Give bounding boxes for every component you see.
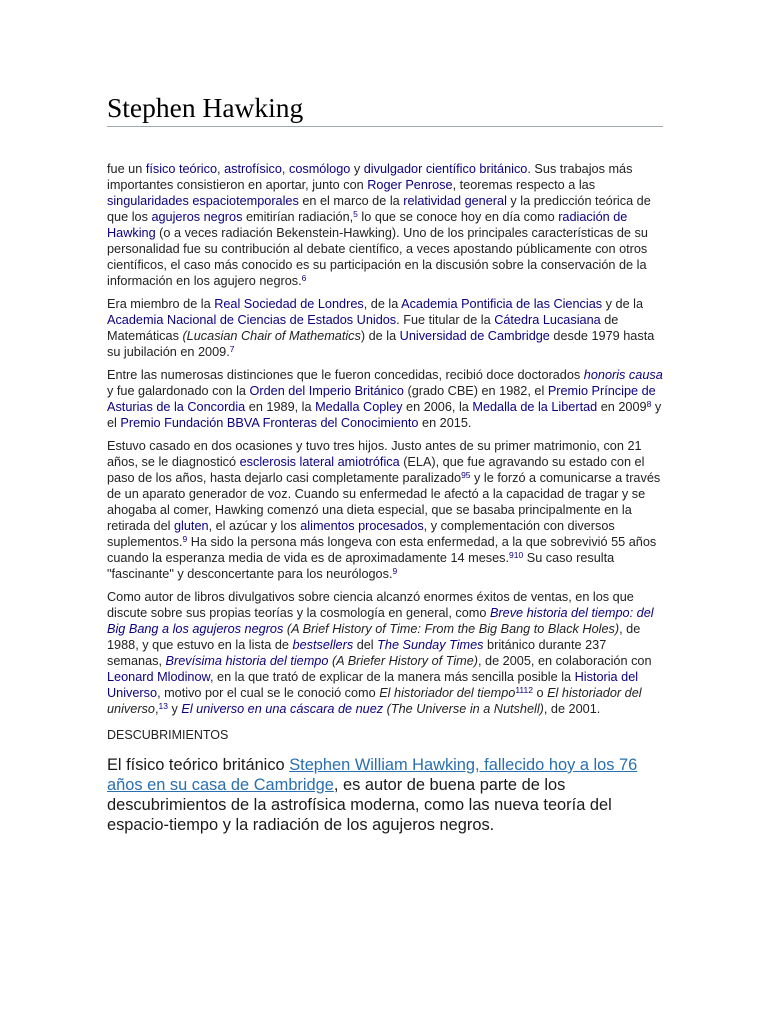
wiki-link[interactable]: astrofísico [224, 162, 282, 176]
paragraph-memberships: Era miembro de la Real Sociedad de Londres, de la Academia Pontificia de las Ciencias y de la Academia Nacional de Ciencias de Estados Unidos. Fue titular de la Cátedra Lucasiana de Matemáticas (Lucasian Chair of Mathematics) de la Universidad de Cambridge desde 1979 hasta su jubilación en 2009.$^7$ [107, 297, 655, 359]
wiki-link[interactable]: Medalla Copley [315, 400, 403, 414]
italic-text: El historiador del tiempo [379, 686, 516, 700]
wiki-link[interactable]: Orden del Imperio Británico [249, 384, 404, 398]
wiki-link[interactable]: honoris causa [583, 368, 663, 382]
citation-ref[interactable]: 9 [182, 534, 188, 544]
wiki-link[interactable]: Historia del Universo [107, 670, 639, 700]
wiki-link[interactable]: esclerosis lateral amiotrófica [239, 455, 400, 469]
wiki-link[interactable]: singularidades espaciotemporales [107, 194, 299, 208]
wiki-link[interactable]: gluten [174, 519, 209, 533]
wiki-link[interactable]: Real Sociedad de Londres [214, 297, 364, 311]
wiki-link[interactable]: Academia Nacional de Ciencias de Estados Unidos [107, 313, 397, 327]
citation-ref[interactable]: 8 [646, 399, 652, 409]
wiki-link[interactable]: Cátedra Lucasiana [494, 313, 601, 327]
wiki-link[interactable]: Premio Príncipe de Asturias de la Concordia [107, 384, 656, 414]
italic-text: (The Universe in a Nutshell) [383, 702, 544, 716]
paragraph-illness: Estuvo casado en dos ocasiones y tuvo tres hijos. Justo antes de su primer matrimonio, con 21 años, se le diagnosticó esclerosis lateral amiotrófica (ELA), que fue agravando su estado con el paso de los años, hasta dejarlo casi completamente paralizado$^{95}$ y le forzó a comunicarse a través de un aparato generador de voz. Cuando su enfermedad le afectó a la capacidad de tragar y se ahogaba al comer, Hawking comenzó una dieta especial, que se basaba principalmente en la retirada del gluten, el azúcar y los alimentos procesados, y complementación con diversos suplementos.$^9$ Ha sido la persona más longeva con esta enfermedad, a la que sobrevivió 55 años cuando la esperanza media de vida es de aproximadamente 14 meses.$^{910}$ Su caso resulta "fascinante" y desconcertante para los neurólogos.$^9$ [107, 439, 661, 581]
wiki-link[interactable]: Breve historia del tiempo: del Big Bang a los agujeros negros [107, 606, 654, 636]
paragraph-intro: fue un físico teórico, astrofísico, cosmólogo y divulgador científico británico. Sus trabajos más importantes consistieron en aportar, junto con Roger Penrose, teoremas respecto a las singularidades espaciotemporales en el marco de la relatividad general y la predicción teórica de que los agujeros negros emitirían radiación,$^5$ lo que se conoce hoy en día como radiación de Hawking (o a veces radiación Bekenstein-Hawking). Uno de los principales características de su personalidad fue su contribución al debate científico, a veces apostando públicamente con otros científicos, el caso más conocido es su participación en la discusión sobre la conservación de la información en los agujero negros.$^6$ [107, 162, 651, 288]
wiki-link[interactable]: Stephen William Hawking, fallecido hoy a los 76 años en su casa de Cambridge [107, 756, 638, 794]
italic-text: (A Brief History of Time: From the Big Bang to Black Holes) [283, 622, 620, 636]
italic-text: El historiador del universo [107, 686, 642, 716]
wiki-link[interactable]: Premio Fundación BBVA Fronteras del Conocimiento [120, 416, 419, 430]
citation-ref[interactable]: 13 [158, 701, 168, 711]
wiki-link[interactable]: Medalla de la Libertad [472, 400, 598, 414]
article [107, 92, 663, 835]
citation-ref[interactable]: 6 [301, 273, 307, 283]
wiki-link[interactable]: Universidad de Cambridge [399, 329, 550, 343]
citation-ref[interactable]: 95 [461, 470, 471, 480]
wiki-link[interactable]: Leonard Mlodinow [107, 670, 210, 684]
section-heading: DESCUBRIMIENTOS [107, 728, 229, 742]
paragraph-awards: Entre las numerosas distinciones que le fueron concedidas, recibió doce doctorados honoris causa y fue galardonado con la Orden del Imperio Británico (grado CBE) en 1982, el Premio Príncipe de Asturias de la Concordia en 1989, la Medalla Copley en 2006, la Medalla de la Libertad en 2009$^8$ y el Premio Fundación BBVA Fronteras del Conocimiento en 2015. [107, 368, 663, 430]
citation-ref[interactable]: 910 [509, 550, 524, 560]
wiki-link[interactable]: alimentos procesados [300, 519, 424, 533]
wiki-link[interactable]: relatividad general [403, 194, 507, 208]
wiki-link[interactable]: divulgador científico británico [363, 162, 528, 176]
citation-ref[interactable]: 5 [353, 209, 358, 219]
wiki-link[interactable]: radiación de Hawking [107, 210, 628, 240]
paragraph-books: Como autor de libros divulgativos sobre ciencia alcanzó enormes éxitos de ventas, en los que discute sobre sus propias teorías y la cosmología en general, como Breve historia del tiempo: del Big Bang a los agujeros negros (A Brief History of Time: From the Big Bang to Black Holes), de 1988, y que estuvo en la lista de bestsellers del The Sunday Times británico durante 237 semanas, Brevísima historia del tiempo (A Briefer History of Time), de 2005, en colaboración con Leonard Mlodinow, en la que trató de explicar de la manera más sencilla posible la Historia del Universo, motivo por el cual se le conoció como El historiador del tiempo$^{1112}$ o El historiador del universo,$^{13}$ y El universo en una cáscara de nuez (The Universe in a Nutshell), de 2001. [107, 590, 654, 716]
citation-ref[interactable]: 9 [392, 566, 398, 576]
wiki-link[interactable]: agujeros negros [151, 210, 243, 224]
italic-text: (Lucasian Chair of Mathematics [182, 329, 361, 343]
paragraph-discoveries: El físico teórico británico Stephen William Hawking, fallecido hoy a los 76 años en su casa de Cambridge, es autor de buena parte de los descubrimientos de la astrofísica moderna, como las nueva teoría del espacio-tiempo y la radiación de los agujeros negros. [107, 756, 638, 834]
wiki-link[interactable]: físico teórico [145, 162, 218, 176]
page-title: Stephen Hawking [107, 92, 663, 127]
wiki-link[interactable]: Roger Penrose [367, 178, 453, 192]
wiki-link[interactable]: Academia Pontificia de las Ciencias [401, 297, 603, 311]
wiki-link[interactable]: bestsellers [292, 638, 354, 652]
citation-ref[interactable]: 7 [229, 344, 235, 354]
citation-ref[interactable]: 1112 [515, 685, 533, 695]
wiki-link[interactable]: cosmólogo [288, 162, 351, 176]
wiki-link[interactable]: Brevísima historia del tiempo [165, 654, 329, 668]
italic-text: (A Briefer History of Time) [328, 654, 478, 668]
wiki-link[interactable]: El universo en una cáscara de nuez [181, 702, 384, 716]
wiki-link[interactable]: The Sunday Times [377, 638, 484, 652]
